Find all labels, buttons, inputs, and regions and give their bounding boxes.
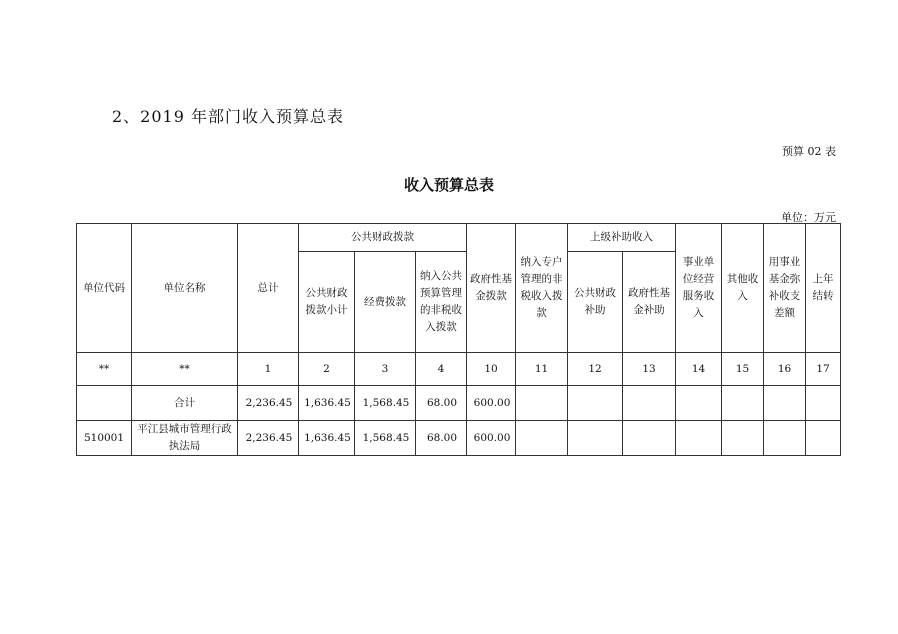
index-cell: 4 xyxy=(416,353,467,386)
cell xyxy=(764,386,806,421)
cell xyxy=(568,386,623,421)
header-fund-offset: 用事业基金弥补收支差额 xyxy=(764,224,806,353)
unit-name-cell: 平江县城市管理行政执法局 xyxy=(132,421,238,456)
header-special-non-tax: 纳入专户管理的非税收入拨款 xyxy=(516,224,568,353)
cell xyxy=(806,386,841,421)
unit-code-cell: 510001 xyxy=(77,421,132,456)
index-cell: 13 xyxy=(623,353,676,386)
expense-cell: 1,568.45 xyxy=(355,421,416,456)
cell xyxy=(568,421,623,456)
index-row xyxy=(77,353,841,386)
cell xyxy=(676,386,722,421)
index-cell: 15 xyxy=(722,353,764,386)
header-gov-fund: 政府性基金拨款 xyxy=(467,224,516,353)
gov-fund-cell: 600.00 xyxy=(467,421,516,456)
cell xyxy=(722,386,764,421)
header-expense-funds: 经费拨款 xyxy=(355,252,416,353)
cell xyxy=(516,386,568,421)
index-cell: 17 xyxy=(806,353,841,386)
total-cell: 2,236.45 xyxy=(238,386,299,421)
header-other-income: 其他收入 xyxy=(722,224,764,353)
expense-cell: 1,568.45 xyxy=(355,386,416,421)
cell xyxy=(676,421,722,456)
header-carryover: 上年结转 xyxy=(806,224,841,353)
table-row-total xyxy=(77,386,841,421)
index-cell: 1 xyxy=(238,353,299,386)
section-title: 2、2019 年部门收入预算总表 xyxy=(112,107,344,126)
header-public-fiscal: 公共财政拨款 xyxy=(299,224,467,252)
cell xyxy=(623,421,676,456)
cell xyxy=(722,421,764,456)
non-tax-cell: 68.00 xyxy=(416,386,467,421)
header-non-tax: 纳入公共预算管理的非税收入拨款 xyxy=(416,252,467,353)
document-title: 收入预算总表 xyxy=(403,176,494,194)
header-business-income: 事业单位经营服务收入 xyxy=(676,224,722,353)
non-tax-cell: 68.00 xyxy=(416,421,467,456)
header-superior-gov-fund: 政府性基金补助 xyxy=(623,252,676,353)
unit-label: 单位：万元 xyxy=(781,211,836,224)
cell xyxy=(806,421,841,456)
cell xyxy=(516,421,568,456)
index-cell: 11 xyxy=(516,353,568,386)
index-cell: 2 xyxy=(299,353,355,386)
index-cell: 16 xyxy=(764,353,806,386)
header-total: 总计 xyxy=(238,224,299,353)
index-cell: ** xyxy=(77,353,132,386)
unit-name-cell: 合计 xyxy=(132,386,238,421)
table-number: 预算 02 表 xyxy=(782,145,836,158)
cell xyxy=(764,421,806,456)
header-unit-name: 单位名称 xyxy=(132,224,238,353)
unit-code-cell xyxy=(77,386,132,421)
index-cell: 12 xyxy=(568,353,623,386)
gov-fund-cell: 600.00 xyxy=(467,386,516,421)
cell xyxy=(623,386,676,421)
income-budget-table xyxy=(76,223,841,456)
index-cell: ** xyxy=(132,353,238,386)
subtotal-cell: 1,636.45 xyxy=(299,386,355,421)
header-public-fiscal-subtotal: 公共财政拨款小计 xyxy=(299,252,355,353)
table-row xyxy=(77,421,841,456)
index-cell: 14 xyxy=(676,353,722,386)
index-cell: 10 xyxy=(467,353,516,386)
index-cell: 3 xyxy=(355,353,416,386)
header-unit-code: 单位代码 xyxy=(77,224,132,353)
subtotal-cell: 1,636.45 xyxy=(299,421,355,456)
header-superior-public-fiscal: 公共财政补助 xyxy=(568,252,623,353)
total-cell: 2,236.45 xyxy=(238,421,299,456)
header-superior-subsidy: 上级补助收入 xyxy=(568,224,676,252)
